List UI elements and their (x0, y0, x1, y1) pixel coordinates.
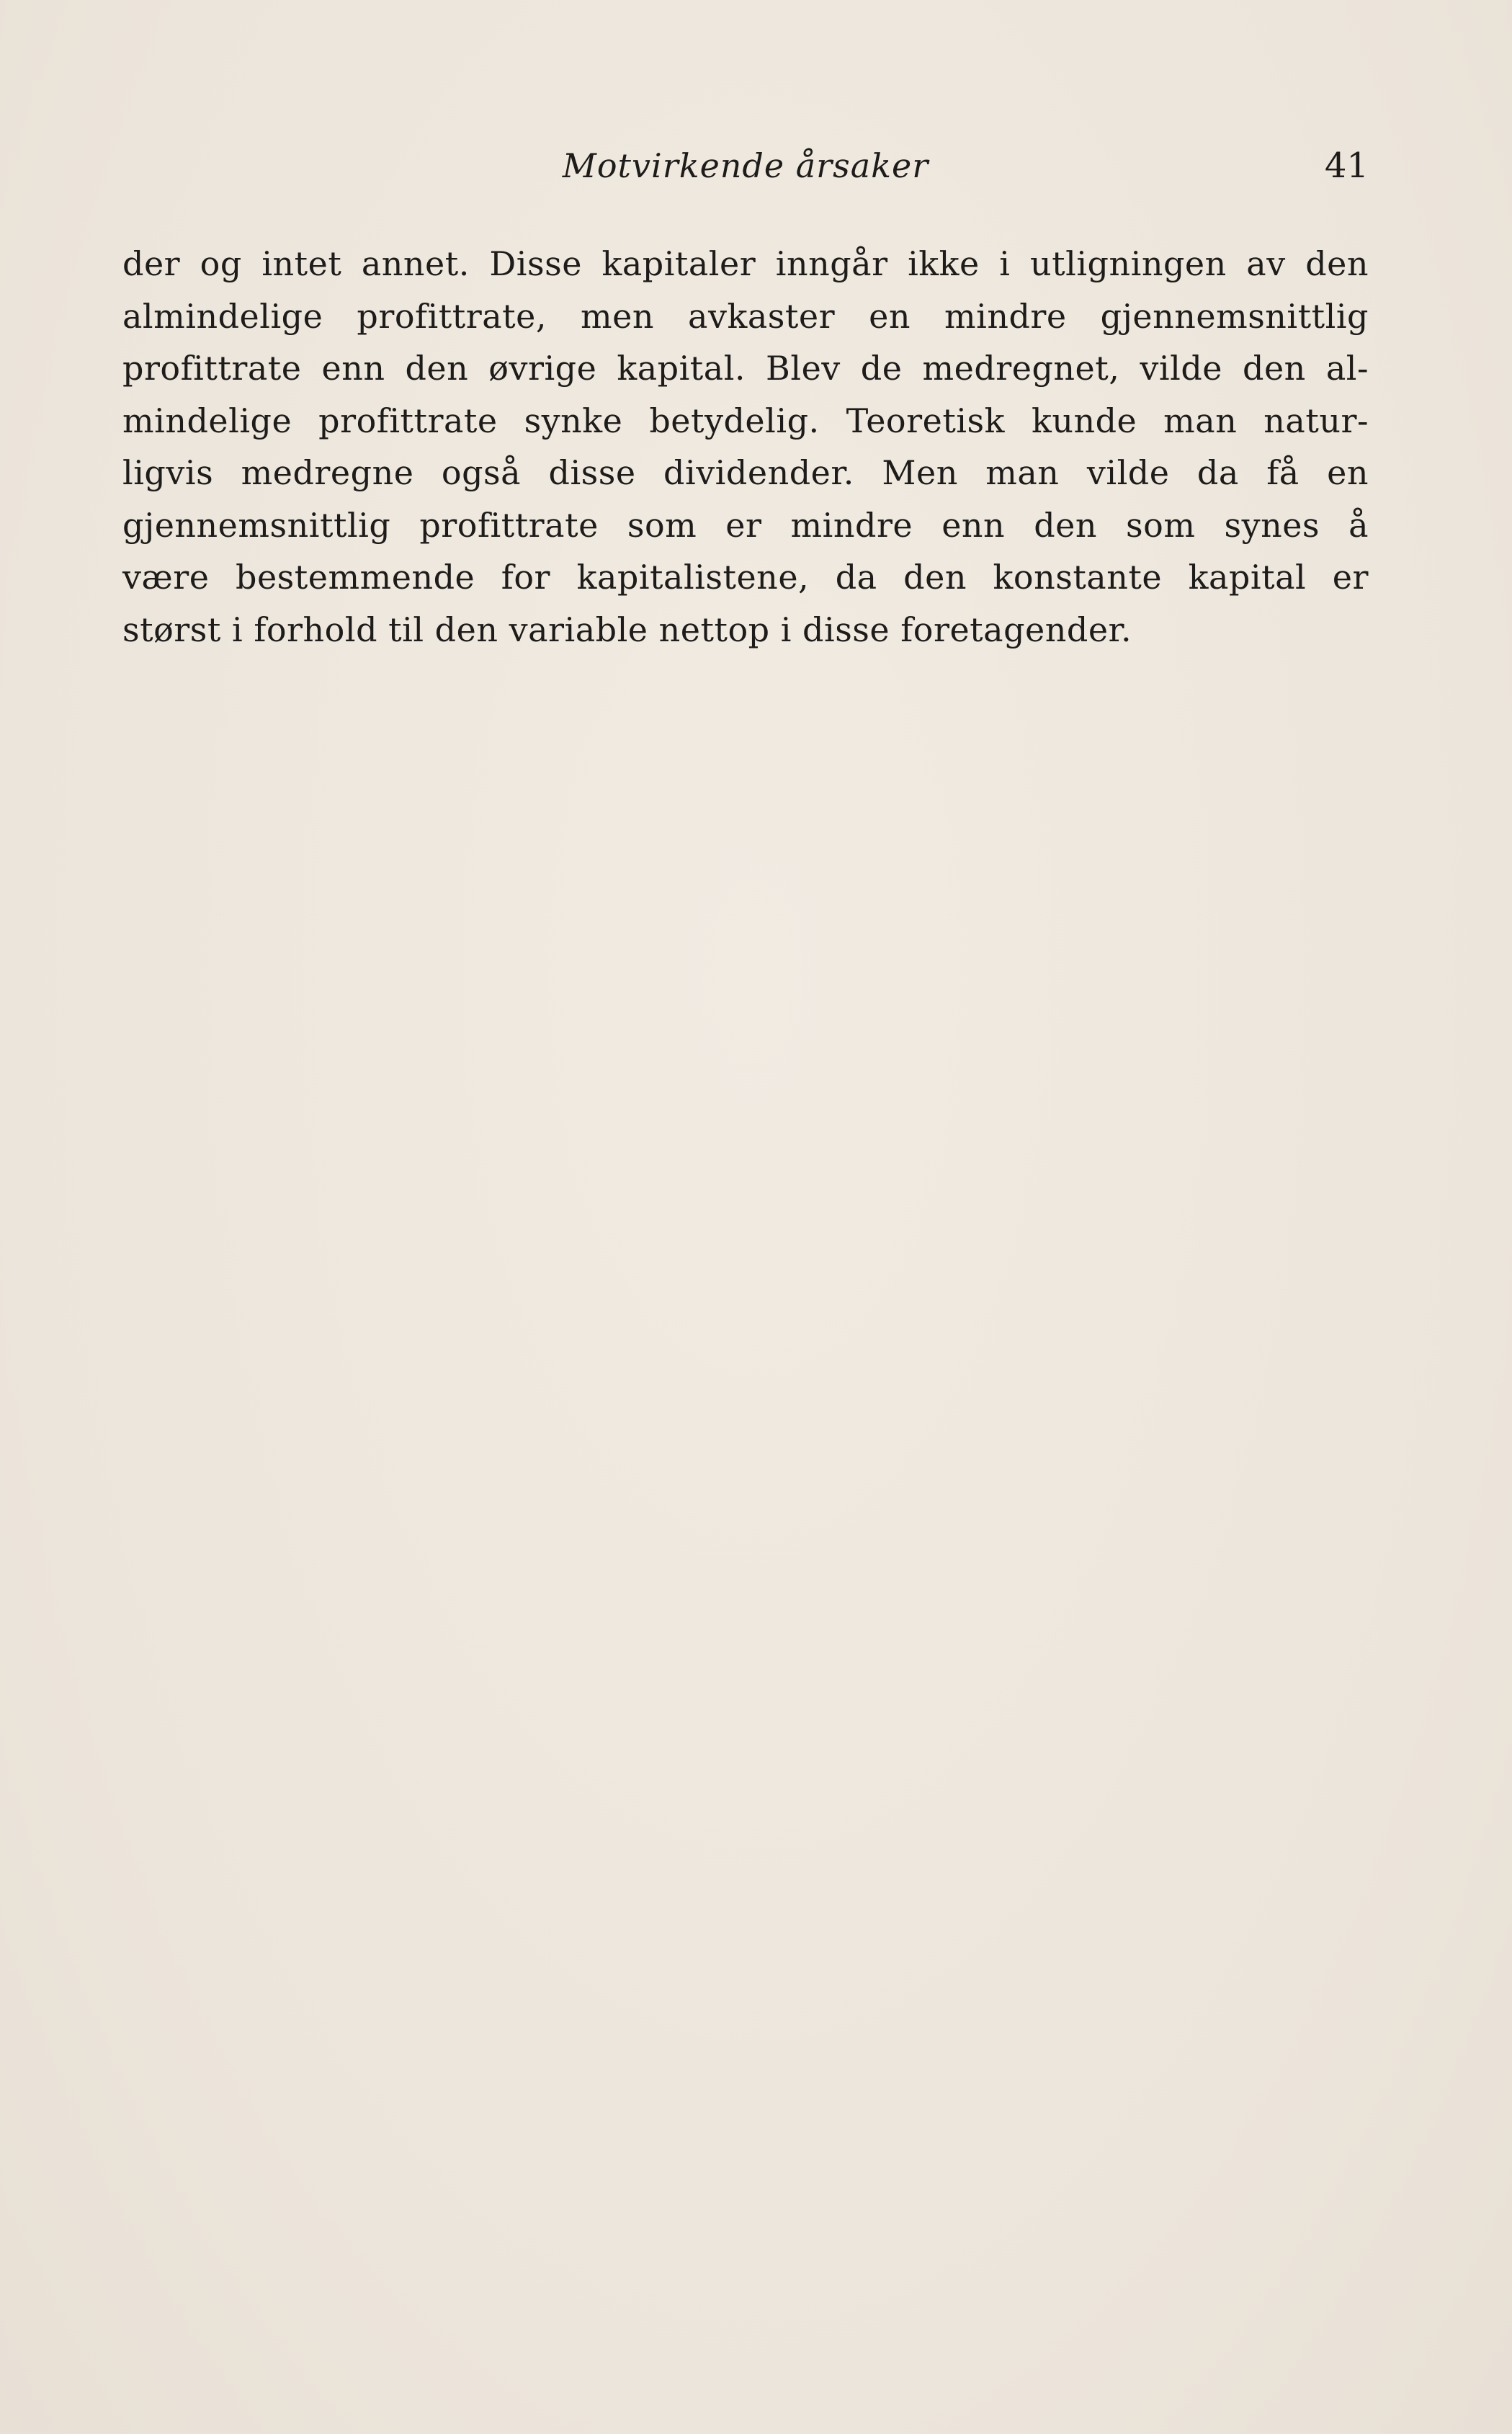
text-line: der og intet annet. Disse kapitaler inngår ikke i utligningen av den (122, 244, 1369, 283)
text-line: mindelige profittrate synke betydelig. Teoretisk kunde man natur- (122, 401, 1369, 440)
page-number: 41 (1324, 146, 1369, 186)
text-line: profittrate enn den øvrige kapital. Blev de medregnet, vilde den al- (122, 349, 1369, 388)
running-head (122, 137, 1369, 195)
text-line: ligvis medregne også disse dividender. Men man vilde da få en (122, 453, 1369, 492)
text-line: almindelige profittrate, men avkaster en mindre gjennemsnittlig (122, 296, 1369, 336)
text-line: være bestemmende for kapitalistene, da den konstante kapital er (122, 558, 1369, 597)
running-title: Motvirkende årsaker (562, 146, 929, 185)
text-line: gjennemsnittlig profittrate som er mindre enn den som synes å (122, 505, 1369, 545)
text-line: størst i forhold til den variable nettop i disse foretagender. (122, 610, 1132, 649)
body-paragraph (122, 238, 1369, 656)
